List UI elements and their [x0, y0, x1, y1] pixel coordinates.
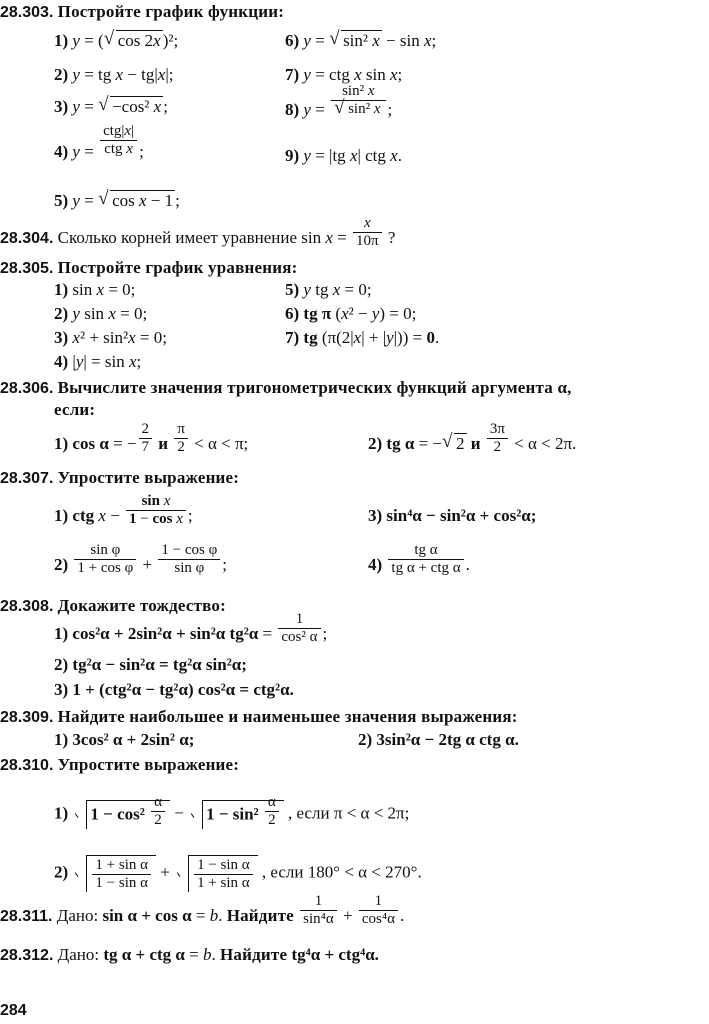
p303-item-2: 2) y = tg x − tg|x|;	[54, 65, 174, 84]
problem-number: 28.310.	[0, 757, 54, 774]
p303-item-3: 3) y = √ −cos² x ;	[54, 97, 168, 117]
p309-item-2: 2) 3sin²α − 2tg α ctg α.	[358, 730, 519, 749]
p303-item-8: 8) y = sin² x √ sin² x ;	[285, 100, 392, 120]
math-expression: y	[72, 31, 80, 50]
problem-heading: Постройте график уравнения:	[57, 258, 298, 277]
problem-28-303-header	[0, 2, 284, 23]
p308-item-2: 2) tg²α − sin²α = tg²α sin²α;	[54, 655, 247, 674]
problem-heading-cont: если:	[54, 400, 96, 419]
problem-number: 28.308.	[0, 598, 54, 615]
p305-item-1: 1) sin x = 0;	[54, 280, 136, 299]
problem-28-312: 28.312. Дано: tg α + ctg α = b. Найдите tg⁴α + ctg⁴α.	[0, 945, 379, 964]
p306-item-2: 2) tg α = −√ 2 и $\frac{3\pi}{2}$ < α < 2π.	[368, 434, 576, 456]
problem-heading: Упростите выражение:	[57, 755, 240, 774]
page-number: 284	[0, 1002, 27, 1019]
problem-number: 28.305.	[0, 260, 54, 277]
p305-item-4: 4) |y| = sin x;	[54, 352, 142, 371]
problem-28-310-header	[0, 755, 239, 776]
problem-number: 28.309.	[0, 709, 54, 726]
p305-item-6: 6) tg π (x² − y) = 0;	[285, 304, 417, 323]
problem-number: 28.306.	[0, 380, 54, 397]
p309-item-1: 1) 3cos² α + 2sin² α;	[54, 730, 195, 749]
p307-item-4: 4) tg α tg α + ctg α .	[368, 541, 470, 576]
p303-item-6: 6) y = √ sin² x − sin x;	[285, 31, 436, 51]
problem-number: 28.304.	[0, 230, 54, 247]
p303-item-5: 5) y = √ cos x − 1 ;	[54, 191, 180, 211]
problem-number: 28.303.	[0, 4, 54, 21]
problem-number: 28.312.	[0, 947, 54, 964]
p303-item-4: 4) y = ctg|x| ctg x ;	[54, 122, 144, 161]
problem-28-309-header	[0, 707, 518, 728]
p307-item-3: 3) sin⁴α − sin²α + cos²α;	[368, 506, 537, 525]
problem-heading: Постройте график функции:	[57, 2, 285, 21]
problem-heading: Упростите выражение:	[57, 468, 240, 487]
problem-heading: Найдите наибольшее и наименьшее значения выражения:	[57, 707, 518, 726]
p303-item-9: 9) y = |tg x| ctg x.	[285, 146, 402, 165]
p303-item-7: 7) y = ctg x sin x;	[285, 65, 403, 84]
problem-heading: Вычислите значения тригонометрических функций аргумента α,	[57, 378, 572, 397]
problem-text: Сколько корней имеет уравнение	[57, 228, 298, 247]
problem-28-307-header	[0, 468, 239, 489]
p310-item-1: 1) 1 − cos² $\frac{\alpha}{2}$ − 1 − sin² $\frac{\alpha}{2}$ , если π < α < 2π;	[54, 794, 410, 828]
problem-28-305-header	[0, 258, 297, 279]
p306-item-1: 1) cos α = − $\frac{2}{7}$ и $\frac{\pi}{2}$ < α < π;	[54, 420, 249, 455]
p305-item-2: 2) y sin x = 0;	[54, 304, 148, 323]
p305-item-5: 5) y tg x = 0;	[285, 280, 372, 299]
p307-item-1: 1) ctg x − $\frac{\text{sin x}}{\text{1 − cos x}}$ ;	[54, 492, 193, 527]
problem-28-306-header	[0, 378, 572, 399]
problem-28-308-header	[0, 596, 226, 617]
p308-item-1: 1) cos²α + 2sin²α + sin²α tg²α = $\frac{1}{\text{cos² α}}$ ;	[54, 610, 328, 645]
problem-number: 28.307.	[0, 470, 54, 487]
p310-item-2: 2) $\frac{\text{1 + sin α}}{\text{1 − sin α}}$ + $\frac{\text{1 − sin α}}{\text{1 + sin α}}$ , если 180° < α < 270°.	[54, 857, 422, 891]
problem-number: 28.311.	[0, 908, 53, 925]
p303-item-1: 1) y = (√ cos 2x )²;	[54, 31, 178, 51]
p307-item-2: 2) $\frac{\text{sin φ}}{\text{1 + cos φ}}$ + $\frac{\text{1 − cos φ}}{\text{sin φ}}$ ;	[54, 541, 227, 576]
problem-28-304: 28.304. Сколько корней имеет уравнение sin x = $\frac{x}{10\pi}$ ?	[0, 214, 396, 249]
p305-item-7: 7) tg (π(2|x| + |y|)) = 0.	[285, 328, 440, 347]
problem-28-311: 28.311. Дано: sin α + cos α = b. Найдите $\frac{1}{\text{sin⁴α}}$ + $\frac{1}{\text{cos⁴α}}$ .	[0, 892, 405, 927]
p305-item-3: 3) x² + sin²x = 0;	[54, 328, 167, 347]
p308-item-3: 3) 1 + (ctg²α − tg²α) cos²α = ctg²α.	[54, 680, 294, 699]
problem-heading: Докажите тождество:	[57, 596, 226, 615]
